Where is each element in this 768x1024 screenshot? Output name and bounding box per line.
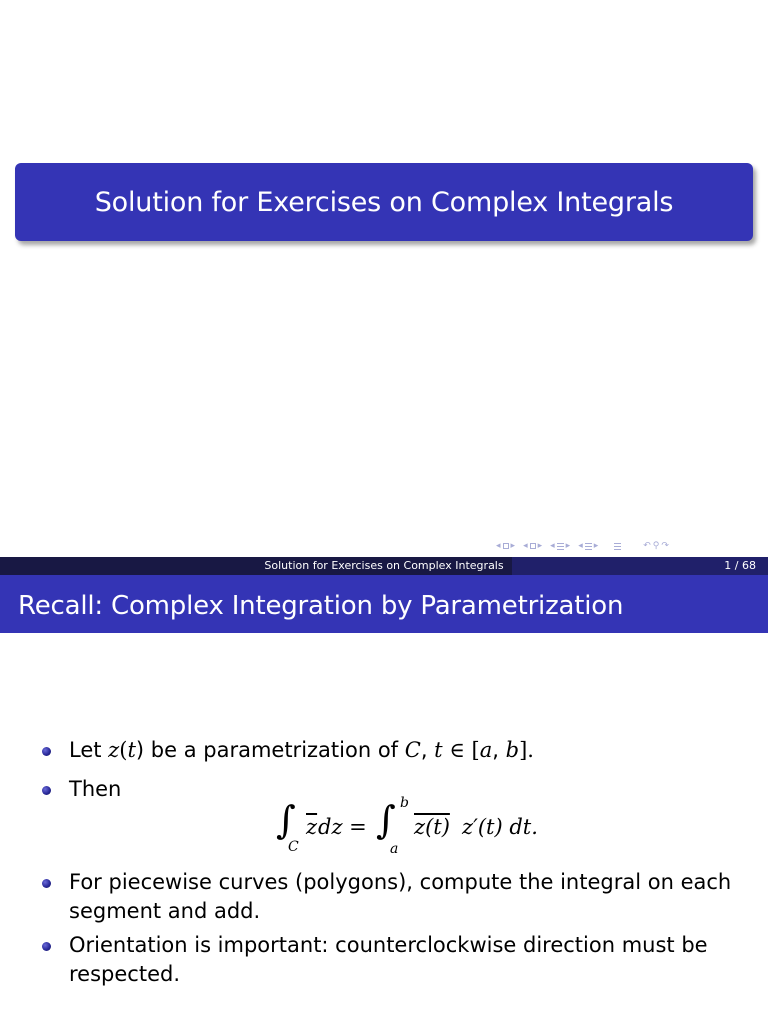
nav-toc-icon[interactable] (614, 543, 621, 550)
bullet-dot-icon (42, 942, 51, 951)
bullet-text: Let z(t) be a parametrization of C, t ∈ [a, b]. (69, 738, 534, 762)
nav-part-icon[interactable] (585, 543, 592, 550)
nav-frame-group[interactable] (496, 541, 515, 551)
bullet-dot-icon (42, 786, 51, 795)
integral-sign-right: ∫ (376, 798, 396, 842)
bullet-dot-icon (42, 879, 51, 888)
derivative-dt: z′(t) dt. (462, 815, 538, 839)
frame-title-bar (0, 575, 768, 633)
headline-short-title: Solution for Exercises on Complex Integrals (264, 559, 504, 572)
nav-search-group[interactable] (643, 541, 669, 551)
nav-forward-icon[interactable]: ↷ (661, 541, 669, 551)
nav-next-arrow-icon[interactable]: ▸ (593, 541, 599, 551)
nav-back-icon[interactable]: ↶ (643, 541, 651, 551)
bullet-text-line-1: For piecewise curves (polygons), compute the integral on each (69, 870, 732, 894)
bullet-dot-icon (42, 747, 51, 756)
bullet-text-line-1: Orientation is important: counterclockwise direction must be (69, 933, 708, 957)
dz-equals: dz = (318, 815, 367, 839)
nav-section-group[interactable] (550, 541, 570, 551)
nav-toc-group[interactable] (614, 543, 621, 550)
integral-lower-limit: a (390, 841, 399, 857)
nav-next-arrow-icon[interactable]: ▸ (565, 541, 571, 551)
nav-subsection-icon[interactable] (530, 543, 536, 549)
navigation-symbols[interactable] (496, 539, 762, 553)
conjugate-z: $\overline{z}$ (306, 815, 318, 839)
nav-part-group[interactable] (578, 541, 598, 551)
nav-next-arrow-icon[interactable]: ▸ (537, 541, 543, 551)
nav-prev-arrow-icon[interactable]: ◂ (550, 541, 555, 551)
headline-bar (0, 557, 768, 575)
conjugate-z-of-t: z(t) (414, 815, 450, 839)
bullet-text: Then (69, 777, 122, 801)
title-box (15, 163, 753, 241)
frame-title: Recall: Complex Integration by Parametrization (18, 591, 624, 621)
nav-section-icon[interactable] (557, 543, 564, 550)
nav-subsection-group[interactable] (523, 541, 542, 551)
integral-lower-limit-left: C (288, 839, 299, 855)
bullet-text-line-2: respected. (69, 962, 180, 986)
nav-search-icon[interactable]: ⚲ (652, 541, 660, 551)
nav-next-arrow-icon[interactable]: ▸ (510, 541, 516, 551)
page-counter: 1 / 68 (724, 559, 756, 572)
integral-upper-limit: b (400, 795, 409, 811)
nav-prev-arrow-icon[interactable]: ◂ (496, 541, 501, 551)
integral-sign-left: ∫ (276, 798, 296, 842)
nav-prev-arrow-icon[interactable]: ◂ (578, 541, 583, 551)
nav-prev-arrow-icon[interactable]: ◂ (523, 541, 528, 551)
slide-title: Solution for Exercises on Complex Integrals (94, 186, 674, 218)
nav-frame-icon[interactable] (503, 543, 509, 549)
bullet-text-line-2: segment and add. (69, 899, 261, 923)
display-formula (272, 795, 572, 861)
